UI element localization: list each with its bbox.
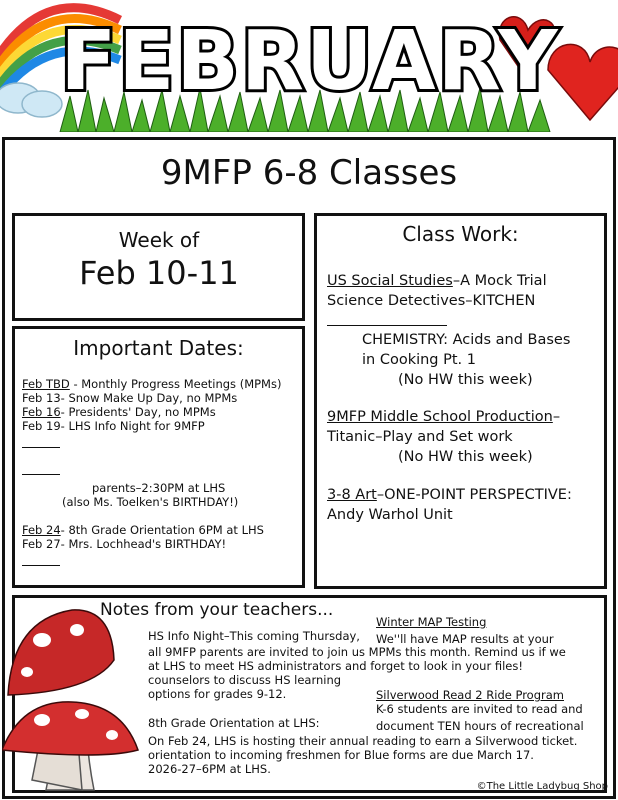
subject-detail: –	[552, 409, 561, 425]
art-line-2: Andy Warhol Unit	[327, 507, 453, 523]
week-label: Week of	[118, 228, 200, 252]
silverwood-line-2: document TEN hours of recreational	[376, 719, 584, 733]
blank-rule	[22, 474, 60, 475]
notes-title: Notes from your teachers...	[100, 600, 334, 620]
note-line: 2026-27–6PM at LHS.	[148, 762, 271, 776]
chemistry-line: CHEMISTRY: Acids and Bases	[362, 332, 571, 348]
blank-rule	[327, 325, 447, 326]
month-title: FEBRUARY	[60, 14, 560, 109]
date-line	[22, 406, 216, 420]
date-prefix: Feb TBD	[22, 377, 70, 391]
blank-rule	[22, 565, 60, 566]
chemistry-line-2: in Cooking Pt. 1	[362, 352, 476, 368]
date-line	[22, 378, 281, 392]
classes-title: 9MFP 6-8 Classes	[160, 153, 458, 193]
note-line: at LHS to meet HS administrators and forget to look in your files!	[148, 659, 523, 673]
orientation-date-line	[22, 524, 264, 538]
class-work-title: Class Work:	[402, 222, 519, 246]
note-line: orientation to incoming freshmen for Blue forms are due March 17.	[148, 748, 534, 762]
blank-rule	[22, 447, 60, 448]
social-studies-line	[327, 271, 547, 291]
production-hw: (No HW this week)	[398, 449, 533, 465]
subject-name: 9MFP Middle School Production	[327, 409, 553, 425]
parents-line: parents–2:30PM at LHS	[92, 481, 226, 495]
week-dates: Feb 10-11	[79, 254, 239, 292]
silverwood-heading: Silverwood Read 2 Ride Program	[376, 688, 564, 702]
production-line-2: Titanic–Play and Set work	[327, 429, 513, 445]
map-heading: Winter MAP Testing	[376, 615, 487, 629]
header-banner	[0, 0, 618, 132]
date-text: - Presidents' Day, no MPMs	[60, 405, 216, 419]
copyright: ©The Little Ladybug Shop	[476, 781, 608, 792]
date-prefix: Feb 24	[22, 523, 61, 537]
toelken-line: (also Ms. Toelken's BIRTHDAY!)	[62, 495, 239, 509]
note-line: options for grades 9-12.	[148, 687, 287, 701]
date-text: - 8th Grade Orientation 6PM at LHS	[60, 523, 264, 537]
orientation-heading: 8th Grade Orientation at LHS:	[148, 716, 320, 730]
date-text: - Monthly Progress Meetings (MPMs)	[69, 377, 282, 391]
subject-detail: –ONE-POINT PERSPECTIVE:	[376, 487, 572, 503]
subject-name: 3-8 Art	[327, 487, 377, 503]
production-line	[327, 407, 560, 427]
date-text: Feb 19- LHS Info Night for 9MFP	[22, 419, 205, 433]
subject-name: US Social Studies	[327, 273, 453, 289]
note-line: HS Info Night–This coming Thursday,	[148, 629, 360, 643]
mushroom-icon	[2, 600, 152, 795]
science-line: Science Detectives–KITCHEN	[327, 293, 536, 309]
class-work-box	[314, 213, 607, 589]
note-line: On Feb 24, LHS is hosting their annual reading to earn a Silverwood ticket.	[148, 734, 578, 748]
date-text: Feb 13- Snow Make Up Day, no MPMs	[22, 391, 238, 405]
subject-detail: –A Mock Trial	[452, 273, 547, 289]
important-dates-title: Important Dates:	[73, 336, 244, 360]
date-line	[22, 420, 205, 434]
note-line: counselors to discuss HS learning	[148, 673, 342, 687]
note-line: all 9MFP parents are invited to join us MPMs this month. Remind us if we	[148, 645, 566, 659]
date-prefix: Feb 16	[22, 405, 61, 419]
chemistry-hw: (No HW this week)	[398, 372, 533, 388]
date-line	[22, 392, 237, 406]
silverwood-line: K-6 students are invited to read and	[376, 702, 583, 716]
lochhead-line: Feb 27- Mrs. Lochhead's BIRTHDAY!	[22, 537, 227, 551]
art-line	[327, 485, 572, 505]
map-line: We''ll have MAP results at your	[376, 632, 554, 646]
